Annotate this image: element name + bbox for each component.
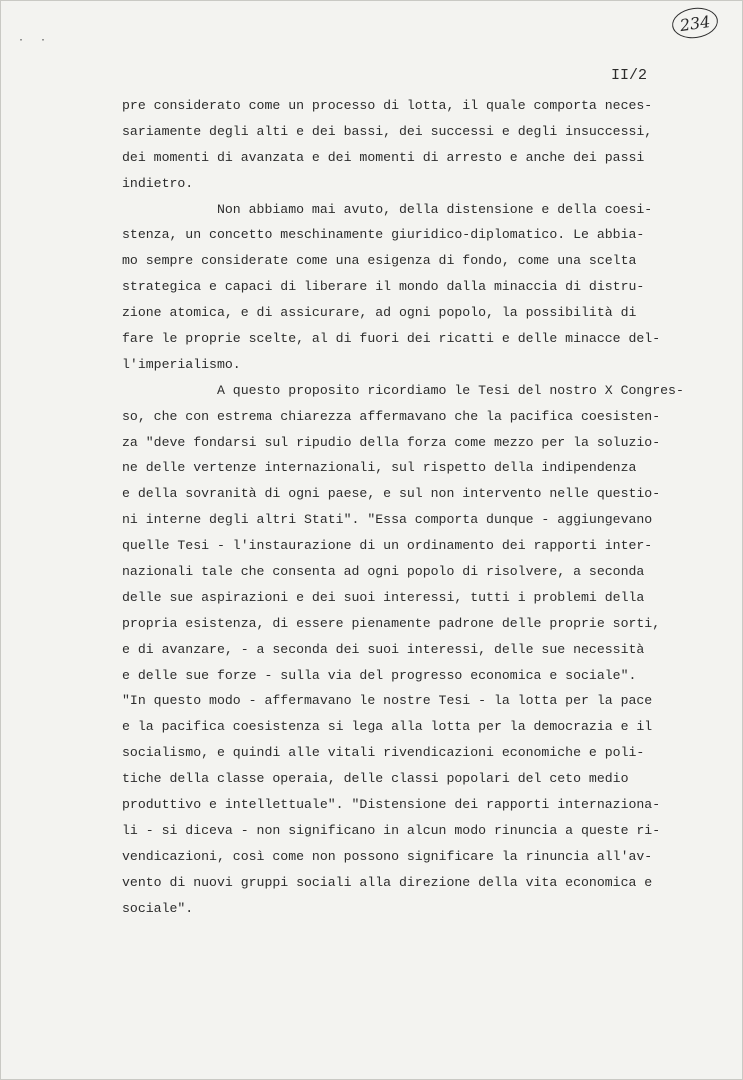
text-line: zione atomica, e di assicurare, ad ogni popolo, la possibilità di	[122, 305, 637, 321]
text-line: tiche della classe operaia, delle classi popolari del ceto medio	[122, 771, 629, 787]
text-line: ne delle vertenze internazionali, sul rispetto della indipendenza	[122, 460, 637, 476]
text-line: za "deve fondarsi sul ripudio della forza come mezzo per la soluzio-	[122, 434, 661, 450]
archive-page-stamp	[670, 5, 720, 41]
text-line: vento di nuovi gruppi sociali alla direzione della vita economica e	[122, 874, 653, 890]
text-line: quelle Tesi - l'instaurazione di un ordinamento dei rapporti inter-	[122, 538, 653, 554]
text-line: stenza, un concetto meschinamente giuridico-diplomatico. Le abbia-	[122, 227, 645, 243]
text-line: indietro.	[122, 175, 194, 191]
text-line: "In questo modo - affermavano le nostre Tesi - la lotta per la pace	[122, 693, 653, 709]
archive-page-number: 234	[678, 11, 712, 35]
text-line: ni interne degli altri Stati". "Essa comporta dunque - aggiungevano	[122, 512, 653, 528]
page-reference: II/2	[611, 67, 648, 84]
text-line: delle sue aspirazioni e dei suoi interessi, tutti i problemi della	[122, 589, 645, 605]
text-line: e della sovranità di ogni paese, e sul non intervento nelle questio-	[122, 486, 661, 502]
text-line: socialismo, e quindi alle vitali rivendicazioni economiche e poli-	[122, 745, 645, 761]
text-line: A questo proposito ricordiamo le Tesi del nostro X Congres-	[122, 382, 684, 398]
text-line: Non abbiamo mai avuto, della distensione e della coesi-	[122, 201, 653, 217]
text-line: e delle sue forze - sulla via del progresso economica e sociale".	[122, 667, 637, 683]
margin-marks: · ·	[18, 35, 52, 46]
text-line: fare le proprie scelte, al di fuori dei ricatti e delle minacce del-	[122, 331, 661, 347]
text-line: pre considerato come un processo di lotta, il quale comporta neces-	[122, 98, 653, 113]
text-line: strategica e capaci di liberare il mondo dalla minaccia di distru-	[122, 279, 645, 295]
text-line: produttivo e intellettuale". "Distensione dei rapporti internaziona-	[122, 797, 661, 813]
text-line: sariamente degli alti e dei bassi, dei successi e degli insuccessi,	[122, 123, 653, 139]
text-line: sociale".	[122, 900, 194, 916]
text-line: li - si diceva - non significano in alcun modo rinuncia a queste ri-	[122, 822, 661, 838]
text-line: so, che con estrema chiarezza affermavano che la pacifica coesisten-	[122, 408, 661, 424]
text-line: dei momenti di avanzata e dei momenti di arresto e anche dei passi	[122, 149, 645, 165]
text-line: mo sempre considerate come una esigenza di fondo, come una scelta	[122, 253, 637, 269]
text-line: l'imperialismo.	[122, 356, 241, 372]
text-line: nazionali tale che consenta ad ogni popolo di risolvere, a seconda	[122, 564, 645, 580]
text-line: vendicazioni, così come non possono significare la rinuncia all'av-	[122, 848, 653, 864]
text-line: e la pacifica coesistenza si lega alla lotta per la democrazia e il	[122, 719, 653, 735]
text-line: propria esistenza, di essere pienamente padrone delle proprie sorti,	[122, 615, 661, 631]
text-line: e di avanzare, - a seconda dei suoi interessi, delle sue necessità	[122, 641, 645, 657]
typewritten-body	[122, 93, 732, 922]
